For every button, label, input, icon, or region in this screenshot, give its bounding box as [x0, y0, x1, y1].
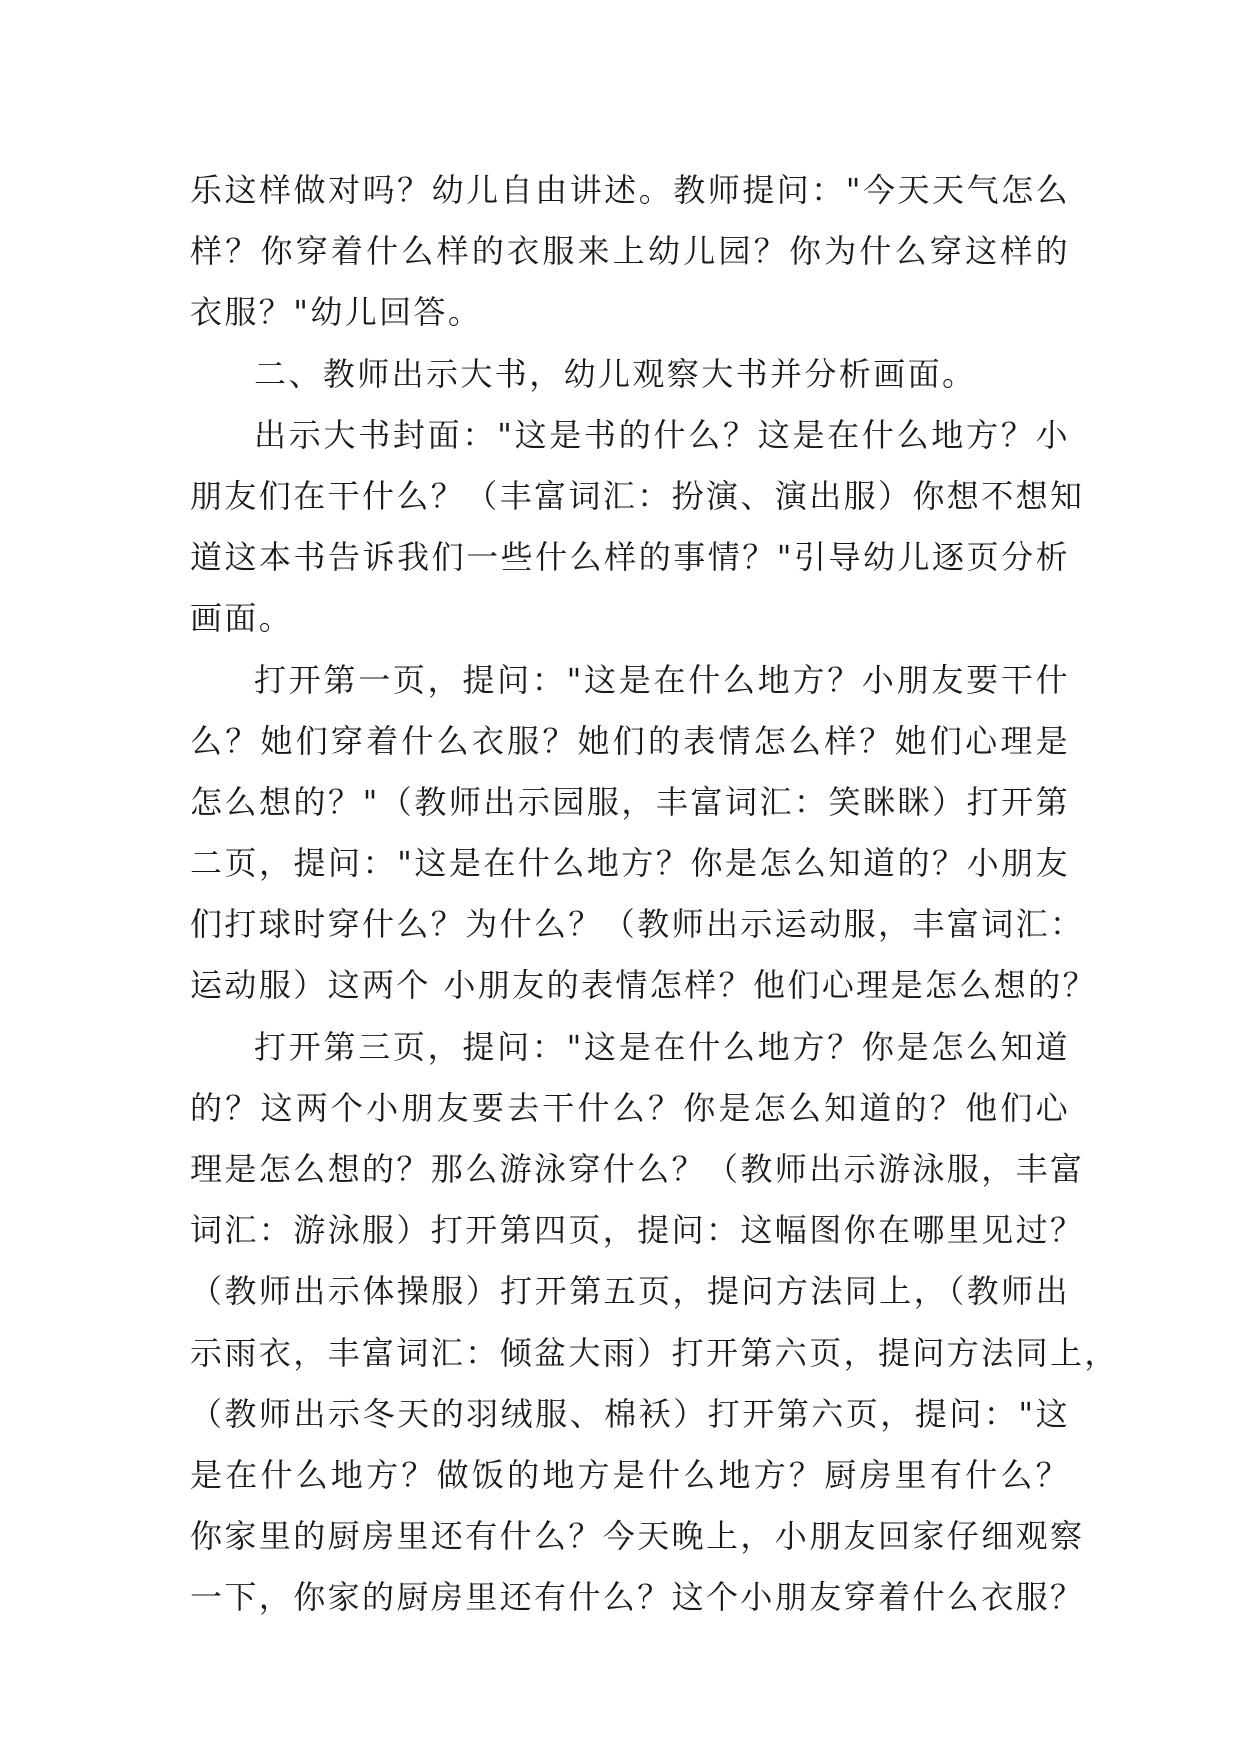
text-line: 二页，提问："这是在什么地方？你是怎么知道的？小朋友 [190, 844, 1070, 883]
text-line: 运动服）这两个 小朋友的表情怎样？他们心理是怎么想的？ [190, 966, 1097, 1005]
text-line: （教师出示体操服）打开第五页，提问方法同上，（教师出 [190, 1272, 1070, 1311]
text-line: 样？你穿着什么样的衣服来上幼儿园？你为什么穿这样的 [190, 232, 1070, 271]
text-line: 是在什么地方？做饭的地方是什么地方？厨房里有什么？ [190, 1455, 1070, 1494]
text-line: 么？她们穿着什么衣服？她们的表情怎么样？她们心理是 [190, 721, 1070, 760]
text-line: 二、教师出示大书，幼儿观察大书并分析画面。 [254, 354, 977, 393]
text-line: 画面。 [190, 599, 294, 638]
text-line: 怎么想的？"（教师出示园服，丰富词汇：笑眯眯）打开第 [190, 782, 1070, 821]
text-line: 词汇：游泳服）打开第四页，提问：这幅图你在哪里见过？ [190, 1211, 1085, 1250]
text-line: 的？这两个小朋友要去干什么？你是怎么知道的？他们心 [190, 1088, 1070, 1127]
text-line: 朋友们在干什么？（丰富词汇：扮演、演出服）你想不想知 [190, 476, 1085, 515]
text-line: 们打球时穿什么？为什么？（教师出示运动服，丰富词汇： [190, 905, 1085, 944]
text-line: 道这本书告诉我们一些什么样的事情？"引导幼儿逐页分析 [190, 538, 1070, 577]
text-line: 示雨衣，丰富词汇：倾盆大雨）打开第六页，提问方法同上， [190, 1333, 1119, 1372]
text-line: 打开第三页，提问："这是在什么地方？你是怎么知道 [254, 1027, 1070, 1066]
text-line: 一下，你家的厨房里还有什么？这个小朋友穿着什么衣服？ [190, 1578, 1085, 1617]
text-line: 乐这样做对吗？幼儿自由讲述。教师提问："今天天气怎么 [190, 171, 1070, 209]
text-line: （教师出示冬天的羽绒服、棉袄）打开第六页，提问："这 [190, 1394, 1070, 1433]
document-page [190, 160, 1119, 1629]
text-line: 理是怎么想的？那么游泳穿什么？（教师出示游泳服，丰富 [190, 1150, 1085, 1188]
text-line: 你家里的厨房里还有什么？今天晚上，小朋友回家仔细观察 [190, 1517, 1085, 1556]
text-line: 出示大书封面："这是书的什么？这是在什么地方？小 [254, 415, 1070, 454]
text-line: 衣服？"幼儿回答。 [190, 293, 483, 332]
text-line: 打开第一页，提问："这是在什么地方？小朋友要干什 [254, 660, 1070, 699]
